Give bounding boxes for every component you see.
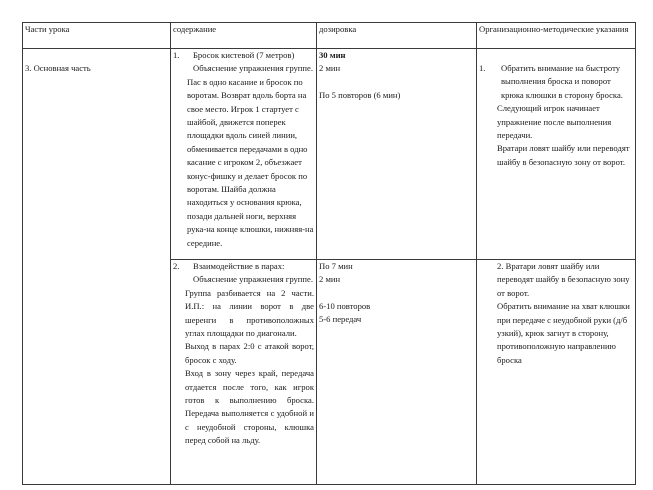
note-item: Обратить внимание на хват клюшки при передаче с неудобной руки (д/б узкий), крюк загнут в сторону, противоположную направлению броска xyxy=(497,301,630,365)
exercise-explanation: Объяснение упражнения группе. xyxy=(193,274,313,285)
content-cell xyxy=(171,260,317,485)
header-lesson-parts: Части урока xyxy=(23,23,171,49)
table-row xyxy=(23,49,636,260)
notes-cell xyxy=(477,49,636,260)
dosage-total: 30 мин xyxy=(319,50,346,60)
note-item: Вратари ловят шайбу или переводят шайбу в безопасную зону от ворот. xyxy=(497,143,630,167)
exercise-description: Выход в парах 2:0 с атакой ворот, бросок с ходу. xyxy=(185,341,314,365)
exercise-description: Вход в зону через край, передача отдается после того, как игрок готов к выполнению броска. Передача выполняется с удобной и с неудобной стороны, клюшка перед собой на льду. xyxy=(185,368,314,446)
lesson-part-cell xyxy=(23,49,171,485)
note-item: 2. Вратари ловят шайбу или переводят шайбу в безопасную зону от ворот. xyxy=(497,261,630,298)
dosage-explain: 2 мин xyxy=(319,274,341,285)
exercise-description: Группа разбивается на 2 части. И.П.: на линии ворот в две шеренги в противоположных углах площадки по диагонали. xyxy=(185,287,314,339)
dosage-explain: 2 мин xyxy=(319,63,341,74)
notes-cell xyxy=(477,260,636,485)
table-header-row xyxy=(23,23,636,49)
header-method-notes: Организационно-методические указания xyxy=(477,23,636,49)
note-item: 1. Обратить внимание на быстроту выполнения броска и поворот крюка клюшки в сторону броска. xyxy=(479,63,623,100)
dosage-passes: 5-6 передач xyxy=(319,314,362,325)
lesson-plan-table xyxy=(22,22,636,485)
dosage-reps: По 5 повторов (6 мин) xyxy=(319,89,401,100)
lesson-part-label: 3. Основная часть xyxy=(25,63,91,73)
note-item: Следующий игрок начинает упражнение после выполнения передачи. xyxy=(497,103,612,141)
exercise-description: Пас в одно касание и бросок по воротам. Возврат вдоль борта на свое место. Игрок 1 стартует с шайбой, движется поперек площадки вдоль синей линии, обменивается передачами в одно касание с игроком 2, объезжает конус-фишку и делает бросок по воротам. Шайба должна находиться у основания крюка, позади дальней ноги, верхняя рука-на конце клюшки, нижняя-на середине. xyxy=(187,76,314,248)
dosage-total: По 7 мин xyxy=(319,261,353,271)
dosage-cell xyxy=(317,49,477,260)
exercise-title: 2. Взаимодействие в парах: xyxy=(173,261,285,271)
exercise-explanation: Объяснение упражнения группе. xyxy=(193,63,313,74)
header-dosage: дозировка xyxy=(317,23,477,49)
dosage-cell xyxy=(317,260,477,485)
content-cell xyxy=(171,49,317,260)
header-content: содержание xyxy=(171,23,317,49)
exercise-title: 1. Бросок кистевой (7 метров) xyxy=(173,50,295,60)
dosage-reps: 6-10 повторов xyxy=(319,300,371,311)
